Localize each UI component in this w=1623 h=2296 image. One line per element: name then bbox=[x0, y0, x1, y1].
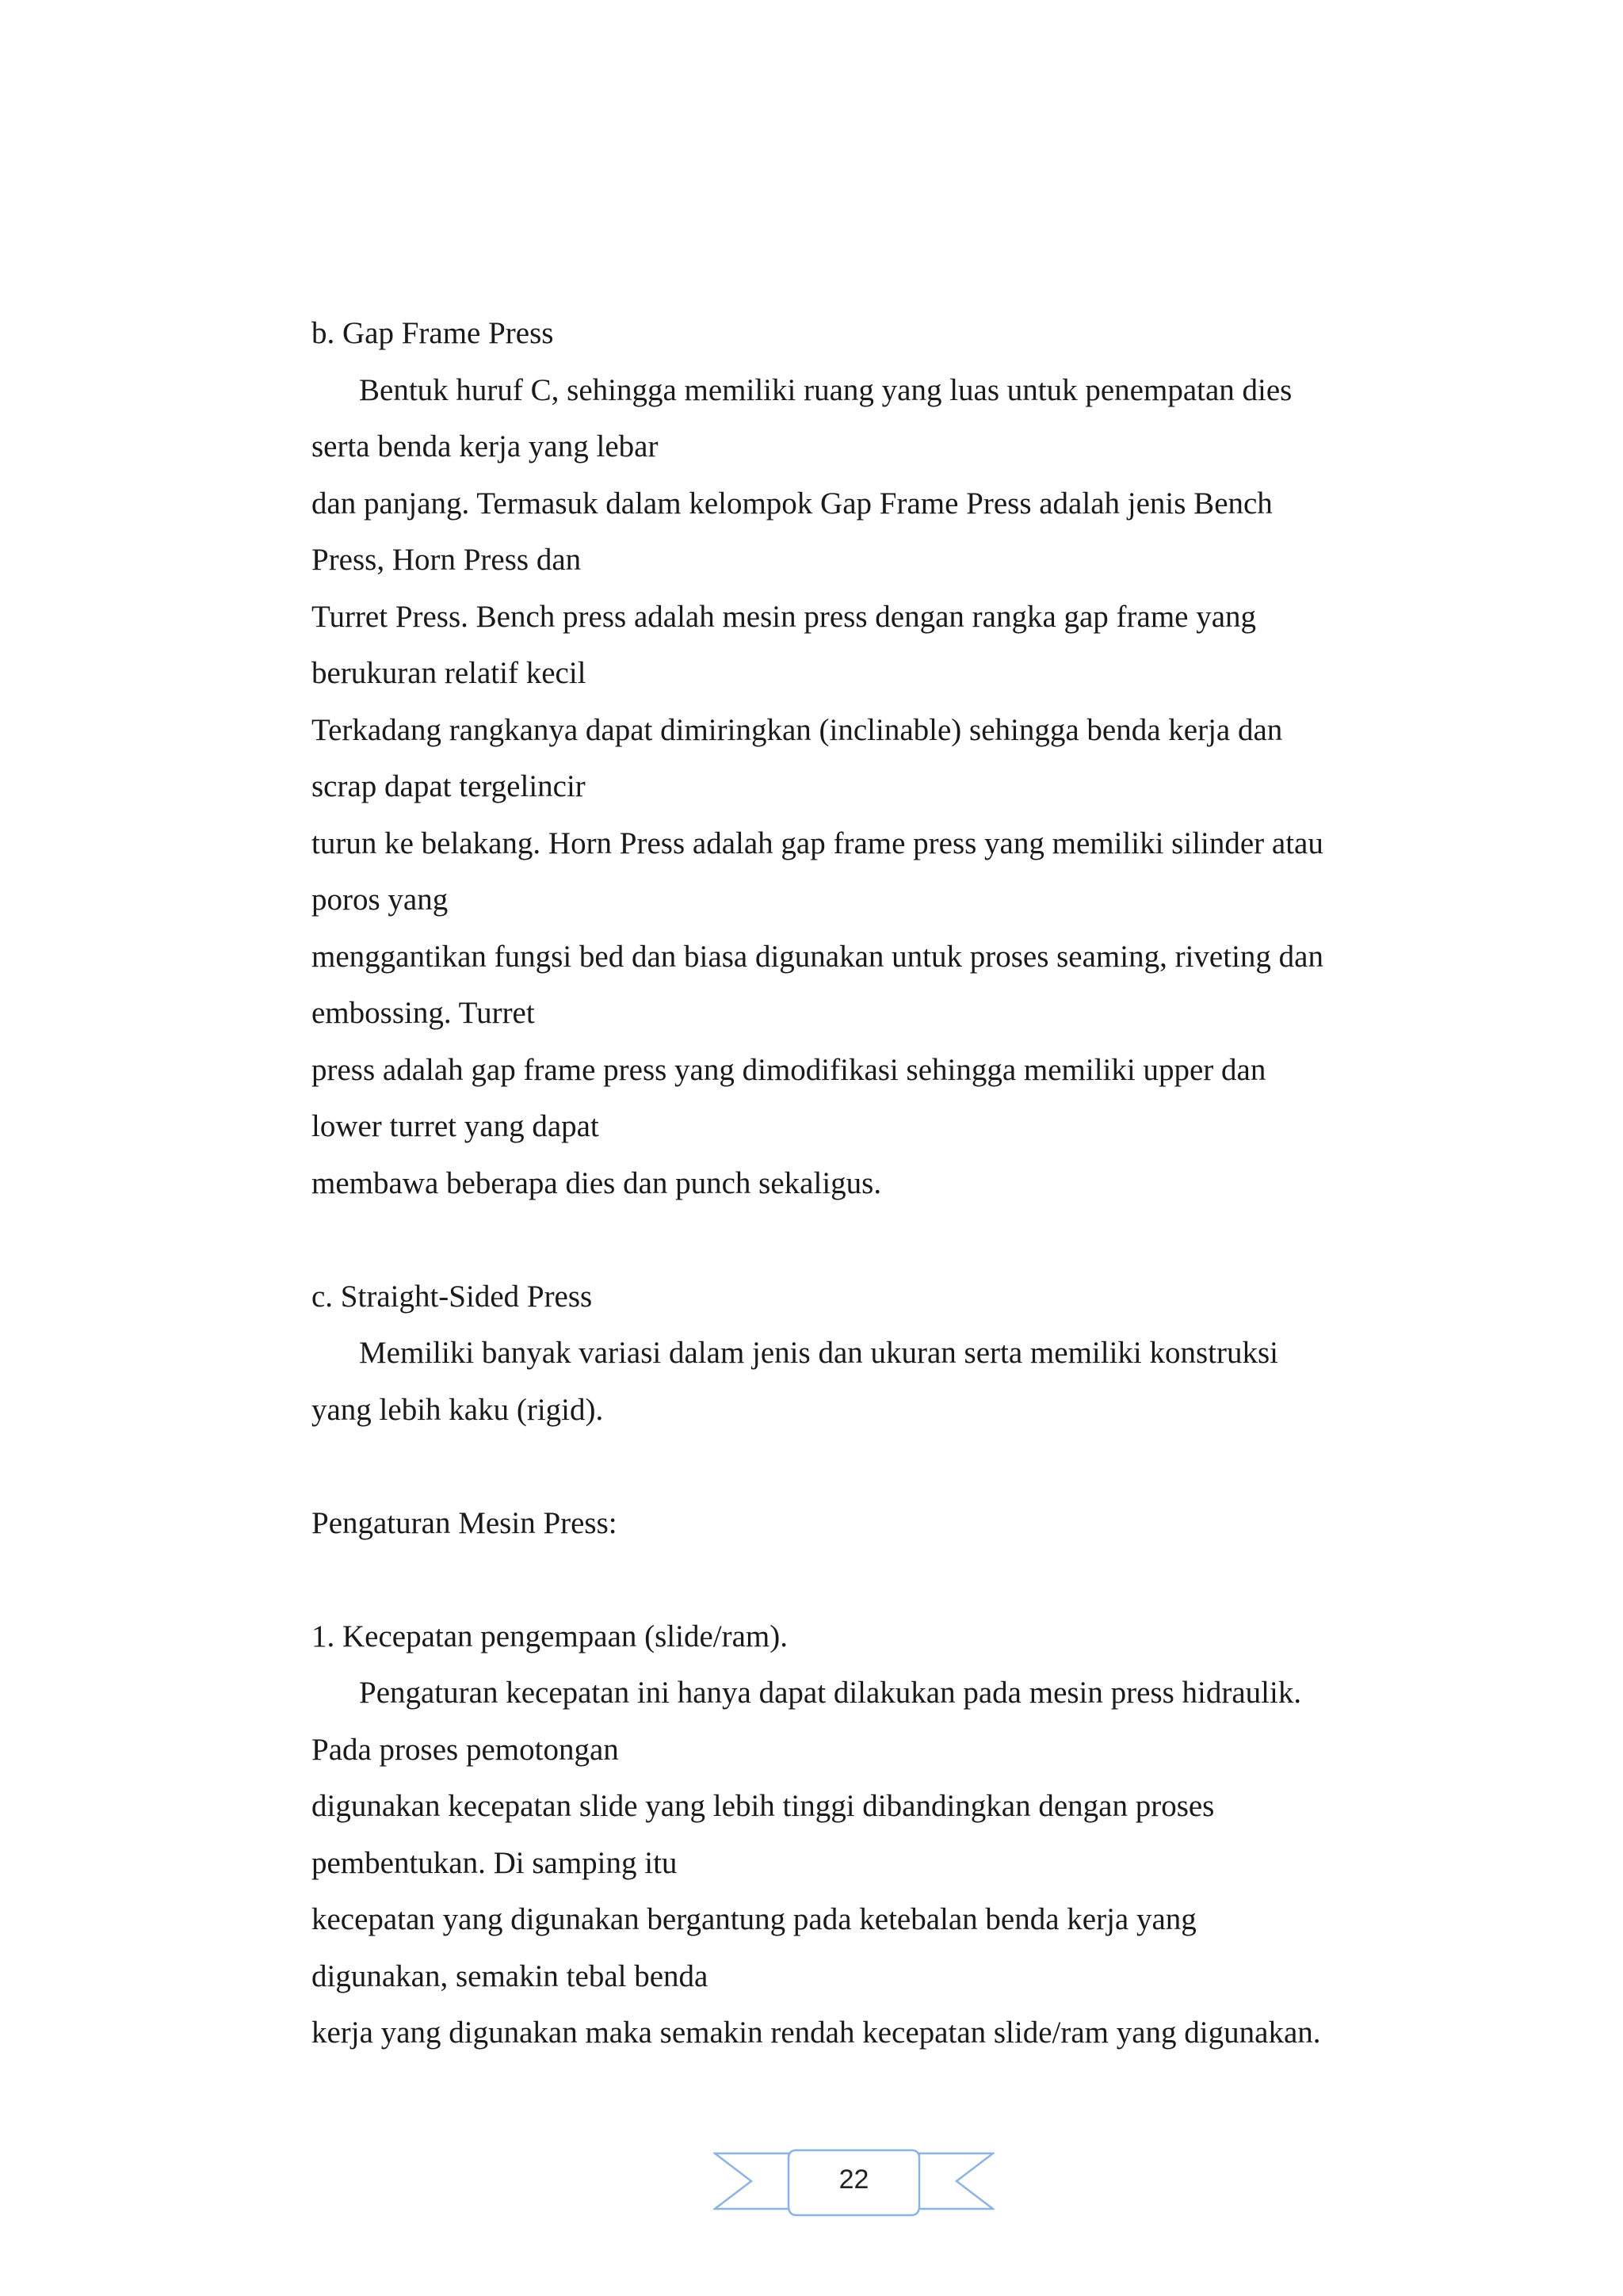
paragraph-line: Memiliki banyak variasi dalam jenis dan ukuran serta memiliki konstruksi bbox=[359, 1336, 1279, 1370]
settings-heading: Pengaturan Mesin Press: bbox=[311, 1505, 617, 1540]
paragraph-line: pembentukan. Di samping itu bbox=[311, 1845, 678, 1880]
page-number: 22 bbox=[838, 2164, 869, 2195]
section-c-heading: c. Straight-Sided Press bbox=[311, 1279, 593, 1314]
paragraph-line: Bentuk huruf C, sehingga memiliki ruang yang luas untuk penempatan dies bbox=[359, 372, 1293, 407]
paragraph-line: digunakan kecepatan slide yang lebih tinggi dibandingkan dengan proses bbox=[311, 1789, 1215, 1823]
paragraph-line: digunakan, semakin tebal benda bbox=[311, 1958, 708, 1993]
paragraph-line: scrap dapat tergelincir bbox=[311, 769, 586, 803]
paragraph-line: menggantikan fungsi bed dan biasa digunakan untuk proses seaming, riveting dan bbox=[311, 939, 1323, 974]
paragraph-line: embossing. Turret bbox=[311, 996, 535, 1030]
blank-line bbox=[311, 1211, 1405, 1268]
paragraph-line: Press, Horn Press dan bbox=[311, 543, 582, 577]
paragraph-line: lower turret yang dapat bbox=[311, 1109, 599, 1143]
paragraph-line: Turret Press. Bench press adalah mesin press dengan rangka gap frame yang bbox=[311, 599, 1257, 634]
page-number-ribbon bbox=[713, 2139, 995, 2226]
settings-item-1-heading: 1. Kecepatan pengempaan (slide/ram). bbox=[311, 1619, 788, 1653]
paragraph-line: kerja yang digunakan maka semakin rendah kecepatan slide/ram yang digunakan. bbox=[311, 2016, 1321, 2050]
paragraph-line: Pengaturan kecepatan ini hanya dapat dilakukan pada mesin press hidraulik. bbox=[359, 1676, 1302, 1710]
section-b-heading: b. Gap Frame Press bbox=[311, 316, 554, 350]
paragraph-line: turun ke belakang. Horn Press adalah gap frame press yang memiliki silinder atau bbox=[311, 826, 1323, 860]
paragraph-line: serta benda kerja yang lebar bbox=[311, 429, 659, 463]
page-content bbox=[311, 305, 1405, 2061]
paragraph-line: dan panjang. Termasuk dalam kelompok Gap Frame Press adalah jenis Bench bbox=[311, 486, 1273, 521]
paragraph-line: membawa beberapa dies dan punch sekaligus. bbox=[311, 1165, 882, 1200]
paragraph-line: Pada proses pemotongan bbox=[311, 1732, 619, 1767]
paragraph-line: Terkadang rangkanya dapat dimiringkan (inclinable) sehingga benda kerja dan bbox=[311, 712, 1283, 747]
paragraph-line: poros yang bbox=[311, 883, 449, 917]
paragraph-line: berukuran relatif kecil bbox=[311, 656, 586, 690]
blank-line bbox=[311, 1438, 1405, 1495]
paragraph-line: yang lebih kaku (rigid). bbox=[311, 1392, 604, 1427]
paragraph-line: kecepatan yang digunakan bergantung pada ketebalan benda kerja yang bbox=[311, 1902, 1197, 1936]
blank-line bbox=[311, 1551, 1405, 1608]
paragraph-line: press adalah gap frame press yang dimodifikasi sehingga memiliki upper dan bbox=[311, 1052, 1266, 1087]
